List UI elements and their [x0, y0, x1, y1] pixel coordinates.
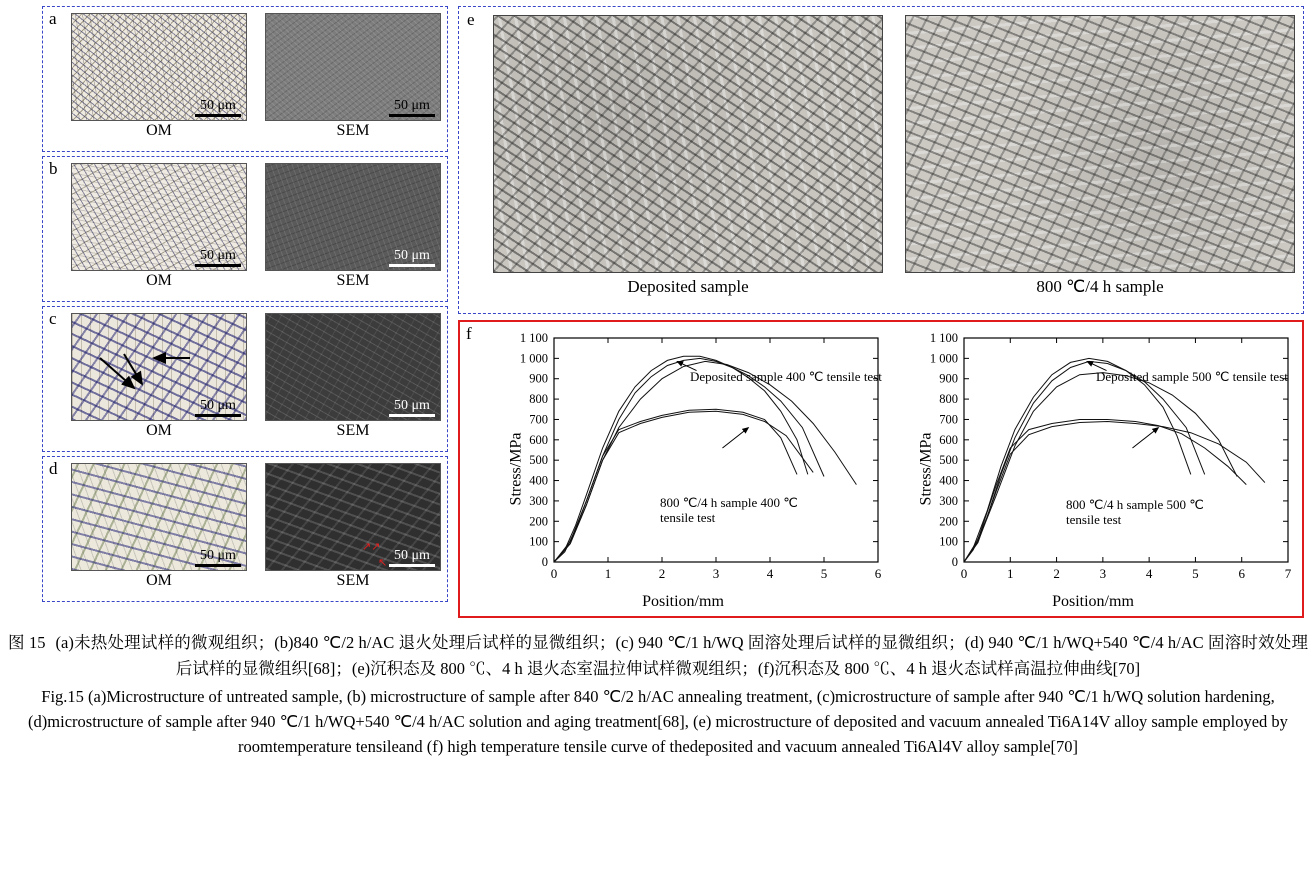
scale-bar-line: [389, 414, 435, 417]
panel-a-om-image: [71, 13, 247, 121]
scale-bar-line: [195, 114, 241, 117]
svg-text:0: 0: [541, 555, 548, 569]
panel-e-deposited-image: [493, 15, 883, 273]
svg-text:500: 500: [939, 453, 958, 468]
svg-text:0: 0: [550, 566, 558, 581]
svg-text:1 100: 1 100: [519, 331, 548, 345]
panel-d-sem-scale-text: 50 μm: [394, 548, 430, 563]
svg-text:400: 400: [529, 473, 548, 488]
panel-a-sem-caption: SEM: [336, 122, 370, 139]
chart-400c-ylabel: Stress/MPa: [507, 432, 525, 506]
svg-text:5: 5: [820, 566, 828, 581]
panel-e-images: [493, 15, 1295, 297]
panel-c-om-scale-text: 50 μm: [200, 398, 236, 413]
panel-c-sem-caption: SEM: [336, 422, 370, 439]
panel-a-label: a: [49, 9, 57, 28]
panel-d-sem-image: [265, 463, 441, 571]
panel-b-om-scale-text: 50 μm: [200, 248, 236, 263]
caption-english: Fig.15 (a)Microstructure of untreated sample, (b) microstructure of sample after 840 ℃/2 h/AC annealing treatment, (c)microstructure of sample after 940 ℃/1 h/WQ solution hardening,(d)microstructure of sample after 940 ℃/1 h/WQ+540 ℃/4 h/AC solution and aging treatment[68], (e) microstructure of deposited and vacuum annealed Ti6A14V alloy sample employed by roomtemperature tensileand (f) high temperature tensile curve of thedeposited and vacuum annealed Ti6Al4V alloy sample[70]: [28, 687, 1288, 756]
scale-bar-line: [195, 564, 241, 567]
svg-text:2: 2: [1053, 566, 1060, 581]
panel-d-sem-scalebar: [389, 549, 435, 567]
chart-500c-annotation-deposited: Deposited sample 500 ℃ tensile test: [1096, 369, 1288, 384]
caption-chinese: [8, 630, 1308, 681]
panel-d-images: [71, 463, 441, 590]
svg-text:700: 700: [939, 412, 958, 427]
chart-500c-ylabel: Stress/MPa: [917, 432, 935, 506]
panel-b-sem-scale-text: 50 μm: [394, 248, 430, 263]
panel-b-om-scalebar: [195, 249, 241, 267]
panel-b-sem-caption: SEM: [336, 272, 370, 289]
panel-d-om-scale-text: 50 μm: [200, 548, 236, 563]
scale-bar-line: [389, 114, 435, 117]
svg-text:100: 100: [939, 534, 958, 549]
panel-f-label: f: [466, 324, 472, 343]
svg-text:6: 6: [874, 566, 882, 581]
caption-chinese-text: (a)未热处理试样的微观组织；(b)840 ℃/2 h/AC 退火处理后试样的显微组织；(c) 940 ℃/1 h/WQ 固溶处理后试样的显微组织；(d) 940 ℃/1 h/WQ+540 ℃/4 h/AC 固溶时效处理后试样的显微组织[68]；(e)沉积态及 800 ℃、4 h 退火态室温拉伸试样微观组织；(f)沉积态及 800 ℃、4 h 退火态试样高温拉伸曲线[70]: [55, 633, 1309, 678]
svg-text:200: 200: [939, 514, 958, 529]
chart-400c-annotation-annealed: 800 ℃/4 h sample 400 ℃ tensile test: [660, 495, 798, 525]
svg-text:200: 200: [529, 514, 548, 529]
panel-c-om-scalebar: [195, 399, 241, 417]
svg-text:0: 0: [960, 566, 968, 581]
scale-bar-line: [195, 264, 241, 267]
scale-bar-line: [389, 264, 435, 267]
svg-text:600: 600: [529, 432, 548, 447]
scale-bar-line: [389, 564, 435, 567]
svg-text:5: 5: [1192, 566, 1199, 581]
panel-e-right-caption: 800 ℃/4 h sample: [1036, 277, 1164, 296]
panel-b-om-image: [71, 163, 247, 271]
svg-text:2: 2: [658, 566, 666, 581]
svg-text:1 000: 1 000: [929, 351, 958, 366]
chart-500c-annotation-annealed: 800 ℃/4 h sample 500 ℃ tensile test: [1066, 497, 1204, 527]
panels-a-to-d: [42, 6, 448, 606]
scale-bar-line: [195, 414, 241, 417]
red-annotation-icon: ↗↗: [362, 541, 381, 553]
svg-text:600: 600: [939, 432, 958, 447]
svg-text:100: 100: [529, 534, 548, 549]
svg-text:6: 6: [1238, 566, 1245, 581]
svg-text:800: 800: [529, 392, 548, 407]
svg-text:1 100: 1 100: [929, 331, 958, 345]
panel-d-sem-caption: SEM: [336, 572, 370, 589]
panel-d-om-caption: OM: [146, 572, 172, 589]
panel-f-charts: [478, 326, 1302, 612]
panel-c-sem-scale-text: 50 μm: [394, 398, 430, 413]
svg-text:500: 500: [529, 453, 548, 468]
panel-d-label: d: [49, 459, 58, 478]
svg-text:0: 0: [951, 555, 958, 569]
panel-e: [458, 6, 1304, 314]
svg-text:300: 300: [529, 493, 548, 508]
panel-e-left-caption: Deposited sample: [627, 277, 749, 296]
panel-a-sem-scalebar: [389, 99, 435, 117]
svg-text:4: 4: [766, 566, 774, 581]
panel-b-sem-image: [265, 163, 441, 271]
svg-text:800: 800: [939, 392, 958, 407]
panel-c-images: [71, 313, 441, 440]
panel-c-om-caption: OM: [146, 422, 172, 439]
caption-chinese-lead: 图 15: [8, 633, 46, 652]
panel-d: [42, 456, 448, 602]
panel-c-sem-image: [265, 313, 441, 421]
panel-e-annealed-image: [905, 15, 1295, 273]
chart-400c-annotation-deposited: Deposited sample 400 ℃ tensile test: [690, 369, 882, 384]
panel-b-om-caption: OM: [146, 272, 172, 289]
svg-text:3: 3: [712, 566, 720, 581]
panel-a-om-caption: OM: [146, 122, 172, 139]
svg-text:900: 900: [529, 371, 548, 386]
panel-e-label: e: [467, 10, 475, 29]
figure-captions: [0, 630, 1316, 759]
panel-c-om-image: [71, 313, 247, 421]
panel-a-om-scalebar: [195, 99, 241, 117]
svg-text:4: 4: [1145, 566, 1153, 581]
panel-d-om-image: [71, 463, 247, 571]
chart-400c-xlabel: Position/mm: [642, 593, 724, 610]
chart-500c-xlabel: Position/mm: [1052, 593, 1134, 610]
svg-text:400: 400: [939, 473, 958, 488]
panel-c: [42, 306, 448, 452]
panel-c-sem-scalebar: [389, 399, 435, 417]
panel-f: [458, 320, 1304, 618]
svg-text:1: 1: [604, 566, 612, 581]
svg-text:1 000: 1 000: [519, 351, 548, 366]
svg-text:300: 300: [939, 493, 958, 508]
panel-c-label: c: [49, 309, 57, 328]
panel-a-sem-image: [265, 13, 441, 121]
red-annotation-icon: ↖: [378, 557, 388, 569]
svg-text:700: 700: [529, 412, 548, 427]
panel-b-images: [71, 163, 441, 290]
panel-b-sem-scalebar: [389, 249, 435, 267]
chart-400c: [478, 326, 888, 612]
chart-500c: [888, 326, 1298, 612]
panel-b-label: b: [49, 159, 58, 178]
svg-text:3: 3: [1099, 566, 1107, 581]
panel-a-sem-scale-text: 50 μm: [394, 98, 430, 113]
panel-a-images: [71, 13, 441, 140]
svg-text:1: 1: [1007, 566, 1014, 581]
panel-d-om-scalebar: [195, 549, 241, 567]
svg-text:900: 900: [939, 371, 958, 386]
panel-b: [42, 156, 448, 302]
panel-a-om-scale-text: 50 μm: [200, 98, 236, 113]
svg-text:7: 7: [1284, 566, 1292, 581]
panel-a: [42, 6, 448, 152]
